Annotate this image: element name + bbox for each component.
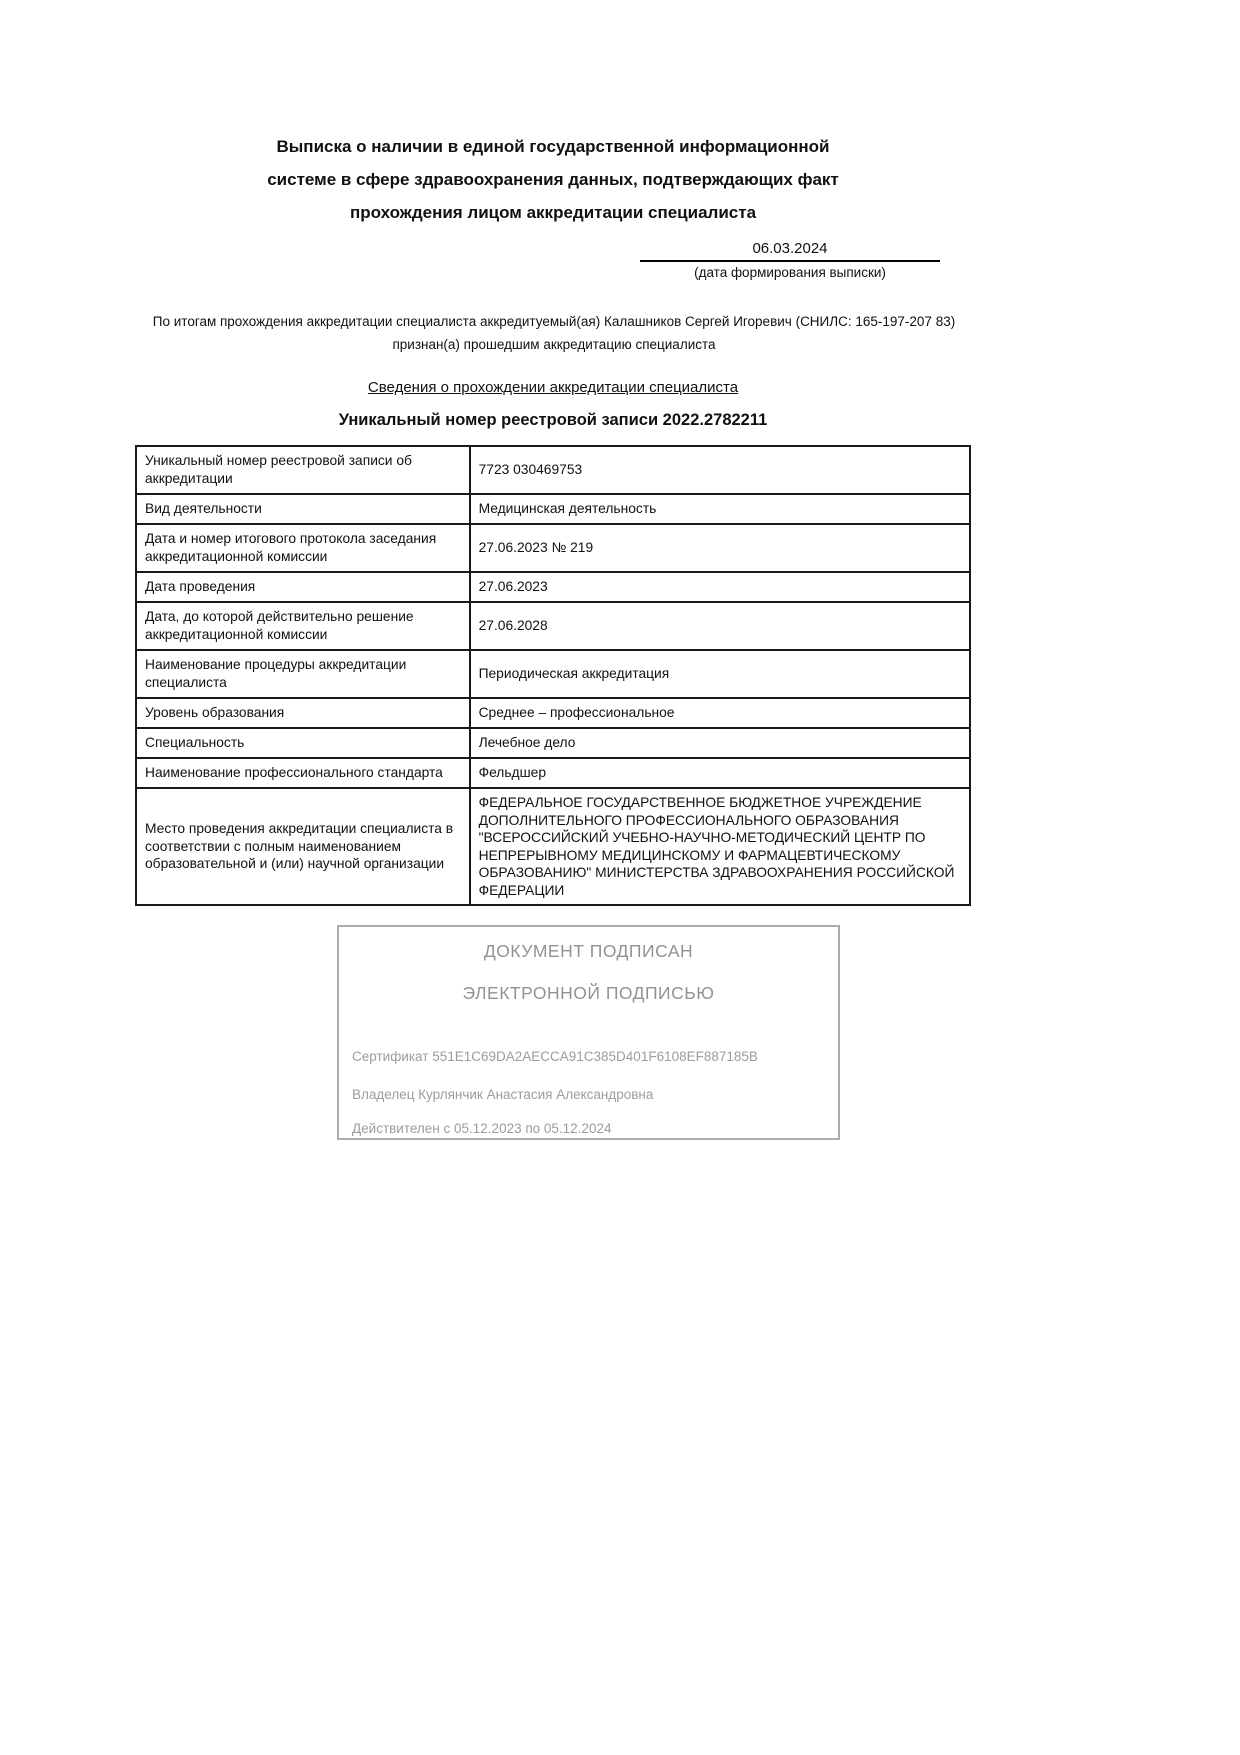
row-value-cell: 27.06.2023 (470, 572, 970, 602)
signature-header-line-2: ЭЛЕКТРОННОЙ ПОДПИСЬЮ (462, 983, 715, 1003)
row-value-cell: 7723 030469753 (470, 446, 970, 494)
accreditation-result-paragraph: По итогам прохождения аккредитации специалиста аккредитуемый(ая) Калашников Сергей Игоревич (СНИЛС: 165-197-207 83) признан(а) прошедшим аккредитацию специалиста (152, 314, 956, 352)
row-value-cell: ФЕДЕРАЛЬНОЕ ГОСУДАРСТВЕННОЕ БЮДЖЕТНОЕ УЧРЕЖДЕНИЕ ДОПОЛНИТЕЛЬНОГО ПРОФЕССИОНАЛЬНОГО ОБРАЗОВАНИЯ "ВСЕРОССИЙСКИЙ УЧЕБНО-НАУЧНО-МЕТОДИЧЕСКИЙ ЦЕНТР ПО НЕПРЕРЫВНОМУ МЕДИЦИНСКОМУ И ФАРМАЦЕВТИЧЕСКОМУ ОБРАЗОВАНИЮ" МИНИСТЕРСТВА ЗДРАВООХРАНЕНИЯ РОССИЙСКОЙ ФЕДЕРАЦИИ (470, 788, 970, 905)
row-value-cell: Периодическая аккредитация (470, 650, 970, 698)
registry-record-number: Уникальный номер реестровой записи 2022.2782211 (338, 411, 768, 429)
title-line-2: системе в сфере здравоохранения данных, подтверждающих факт (267, 170, 839, 189)
signature-header-line-1: ДОКУМЕНТ ПОДПИСАН (483, 941, 694, 961)
table-row (136, 572, 970, 602)
title-line-1: Выписка о наличии в единой государственной информационной (276, 137, 830, 156)
signature-certificate: Сертификат 551E1C69DA2AECCA91C385D401F6108EF887185B (352, 1049, 758, 1064)
row-label-cell: Дата проведения (136, 572, 470, 602)
row-label-cell: Уровень образования (136, 698, 470, 728)
table-row (136, 698, 970, 728)
row-value-cell: 27.06.2023 № 219 (470, 524, 970, 572)
table-row (136, 758, 970, 788)
electronic-signature-stamp (337, 925, 840, 1140)
row-value-cell: Лечебное дело (470, 728, 970, 758)
table-row (136, 650, 970, 698)
row-value-cell: Медицинская деятельность (470, 494, 970, 524)
signature-validity: Действителен с 05.12.2023 по 05.12.2024 (352, 1121, 612, 1136)
issue-date-value: 06.03.2024 (640, 240, 940, 262)
row-value-cell: Среднее – профессиональное (470, 698, 970, 728)
row-label-cell: Наименование профессионального стандарта (136, 758, 470, 788)
table-row (136, 446, 970, 494)
row-value-cell: 27.06.2028 (470, 602, 970, 650)
row-label-cell: Специальность (136, 728, 470, 758)
row-label-cell: Наименование процедуры аккредитации специалиста (136, 650, 470, 698)
table-row (136, 728, 970, 758)
table-row (136, 494, 970, 524)
row-value-cell: Фельдшер (470, 758, 970, 788)
issue-date-caption: (дата формирования выписки) (694, 265, 886, 280)
issue-date-block (640, 240, 940, 280)
row-label-cell: Место проведения аккредитации специалиста в соответствии с полным наименованием образовательной и (или) научной организации (136, 788, 470, 905)
table-row (136, 524, 970, 572)
row-label-cell: Дата, до которой действительно решение аккредитационной комиссии (136, 602, 470, 650)
row-label-cell: Дата и номер итогового протокола заседания аккредитационной комиссии (136, 524, 470, 572)
title-line-3: прохождения лицом аккредитации специалиста (349, 203, 757, 222)
table-row (136, 602, 970, 650)
row-label-cell: Вид деятельности (136, 494, 470, 524)
signature-owner: Владелец Курлянчик Анастасия Александровна (352, 1087, 654, 1102)
document-title (135, 130, 971, 229)
table-row (136, 788, 970, 905)
section-heading: Сведения о прохождении аккредитации специалиста (367, 379, 739, 396)
row-label-cell: Уникальный номер реестровой записи об аккредитации (136, 446, 470, 494)
accreditation-details-table (135, 445, 971, 906)
